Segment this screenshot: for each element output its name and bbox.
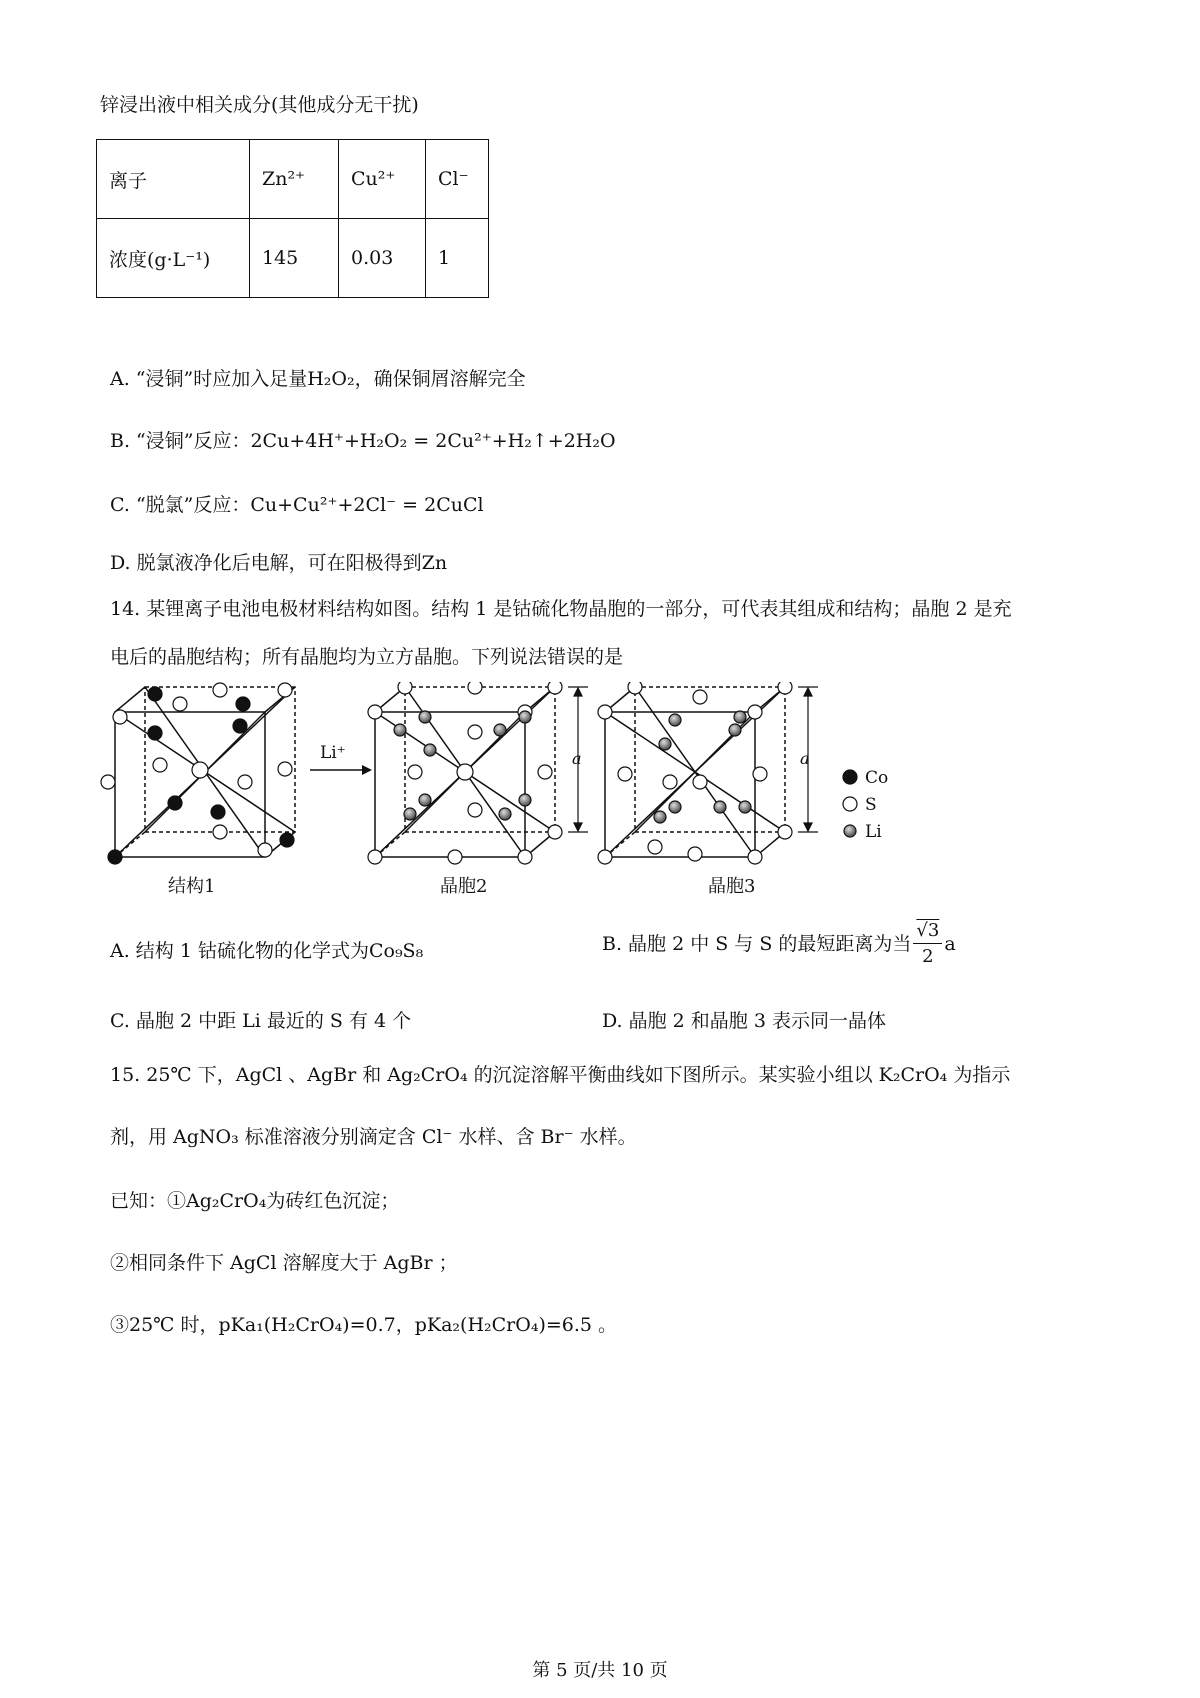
caption-cell-2: 晶胞2: [440, 876, 488, 897]
ion-zn: Zn²⁺: [250, 140, 339, 219]
ion-concentration-table: [96, 139, 489, 298]
q13-option-b: B. “浸铜”反应：2Cu+4H⁺+H₂O₂ = 2Cu²⁺+H₂↑+2H₂O: [110, 430, 616, 452]
table-row: [97, 140, 489, 219]
ion-cu: Cu²⁺: [339, 140, 426, 219]
caption-cell-3: 晶胞3: [708, 876, 756, 897]
legend-li-marker: [844, 825, 856, 837]
value-zn: 145: [250, 219, 339, 298]
q14-option-a: A. 结构 1 钴硫化物的化学式为Co₉S₈: [110, 940, 424, 962]
ion-cl: Cl⁻: [426, 140, 489, 219]
legend-li: Li: [865, 822, 882, 842]
legend-co-marker: [843, 770, 857, 784]
q14-option-b-suffix: a: [944, 932, 956, 955]
row-header-concentration: 浓度(g·L⁻¹): [97, 219, 250, 298]
legend: [843, 768, 888, 842]
page-footer: 第 5 页/共 10 页: [532, 1660, 668, 1681]
q15-known-3: ③25℃ 时，pKa₁(H₂CrO₄)=0.7，pKa₂(H₂CrO₄)=6.5 。: [110, 1314, 618, 1336]
edge-label-cell-3: a: [800, 749, 810, 768]
fraction-numerator: √3: [913, 922, 942, 944]
edge-label-cell-2: a: [572, 749, 582, 768]
q14-option-c: C. 晶胞 2 中距 Li 最近的 S 有 4 个: [110, 1010, 412, 1032]
q14-option-b: [602, 922, 956, 966]
q15-known-2: ②相同条件下 AgCl 溶解度大于 AgBr ；: [110, 1252, 458, 1274]
q14-stem-line2: 电后的晶胞结构；所有晶胞均为立方晶胞。下列说法错误的是: [110, 646, 624, 668]
q13-option-d: D. 脱氯液净化后电解，可在阳极得到Zn: [110, 552, 448, 574]
q14-option-b-prefix: B. 晶胞 2 中 S 与 S 的最短距离为当: [602, 932, 912, 955]
value-cu: 0.03: [339, 219, 426, 298]
legend-s: S: [865, 795, 877, 815]
row-header-ion: 离子: [97, 140, 250, 219]
arrow-label: Li⁺: [320, 743, 346, 763]
q15-line1: 15. 25℃ 下，AgCl 、AgBr 和 Ag₂CrO₄ 的沉淀溶解平衡曲线如下图所示。某实验小组以 K₂CrO₄ 为指示: [110, 1064, 1011, 1086]
value-cl: 1: [426, 219, 489, 298]
caption-structure-1: 结构1: [168, 876, 216, 897]
fraction-denominator: 2: [922, 946, 934, 967]
fraction: [913, 922, 942, 966]
crystal-structure-figure: [100, 682, 980, 872]
q14-option-d: D. 晶胞 2 和晶胞 3 表示同一晶体: [602, 1010, 886, 1032]
legend-s-marker: [843, 797, 857, 811]
q15-known-1: 已知：①Ag₂CrO₄为砖红色沉淀；: [110, 1190, 400, 1212]
table-row: [97, 219, 489, 298]
legend-co: Co: [865, 768, 889, 788]
q14-stem-line1: 14. 某锂离子电池电极材料结构如图。结构 1 是钴硫化物晶胞的一部分，可代表其组成和结构；晶胞 2 是充: [110, 598, 1012, 620]
table-caption: 锌浸出液中相关成分(其他成分无干扰): [100, 94, 419, 116]
q13-option-a: A. “浸铜”时应加入足量H₂O₂，确保铜屑溶解完全: [110, 368, 526, 390]
q15-line2: 剂，用 AgNO₃ 标准溶液分别滴定含 Cl⁻ 水样、含 Br⁻ 水样。: [110, 1126, 637, 1148]
q13-option-c: C. “脱氯”反应：Cu+Cu²⁺+2Cl⁻ = 2CuCl: [110, 494, 484, 516]
